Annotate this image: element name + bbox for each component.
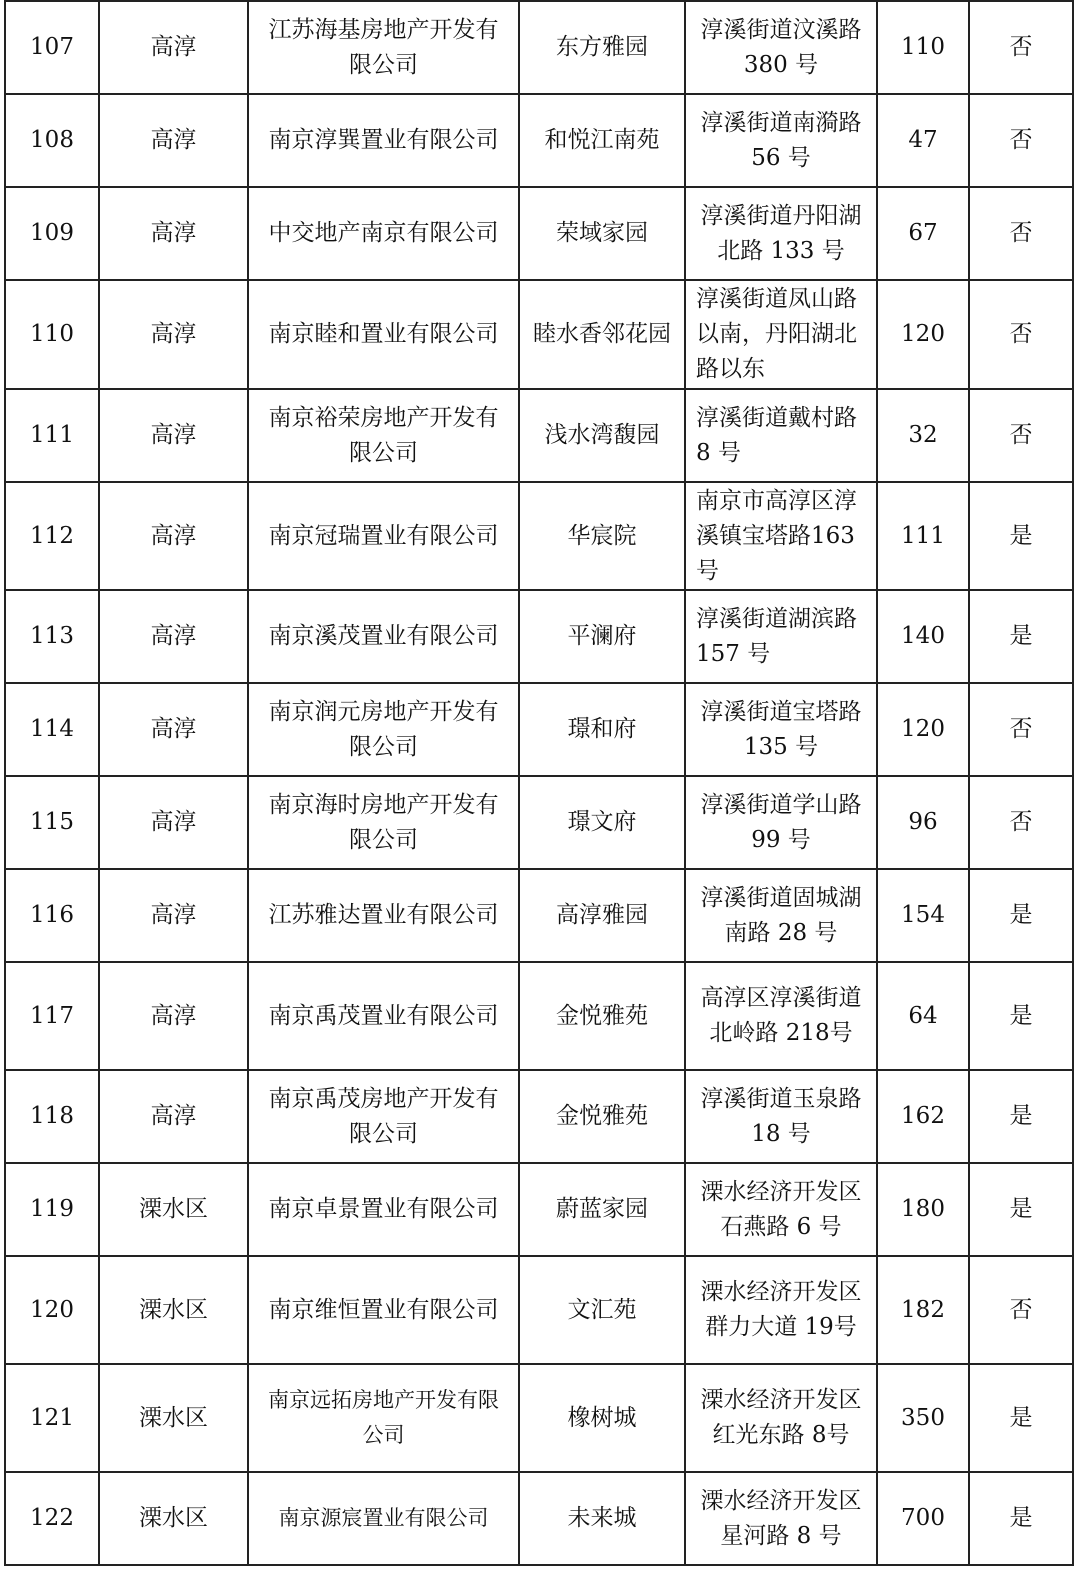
address-cell: 溧水经济开发区红光东路 8号 [685,1364,877,1472]
project-cell: 睦水香邻花园 [519,280,685,389]
project-cell: 和悦江南苑 [519,94,685,187]
project-cell: 高淳雅园 [519,869,685,962]
row-number: 111 [5,389,99,482]
district-cell: 高淳 [99,1070,248,1163]
flag-cell: 否 [969,776,1073,869]
project-cell: 未来城 [519,1472,685,1565]
row-number: 117 [5,962,99,1070]
district-cell: 高淳 [99,389,248,482]
flag-cell: 是 [969,1364,1073,1472]
project-cell: 璟和府 [519,683,685,776]
row-number: 115 [5,776,99,869]
address-cell: 溧水经济开发区群力大道 19号 [685,1256,877,1364]
table-row [5,590,1073,683]
address-cell: 淳溪街道戴村路 8 号 [685,389,877,482]
count-cell: 111 [877,482,969,590]
project-cell: 橡树城 [519,1364,685,1472]
table-row [5,1070,1073,1163]
row-number: 120 [5,1256,99,1364]
district-cell: 高淳 [99,280,248,389]
row-number: 118 [5,1070,99,1163]
company-cell: 南京禹茂置业有限公司 [248,962,519,1070]
row-number: 119 [5,1163,99,1256]
count-cell: 96 [877,776,969,869]
district-cell: 高淳 [99,94,248,187]
company-cell: 南京冠瑞置业有限公司 [248,482,519,590]
company-cell: 南京远拓房地产开发有限公司 [248,1364,519,1472]
table-row [5,776,1073,869]
table-row [5,1,1073,94]
row-number: 114 [5,683,99,776]
count-cell: 64 [877,962,969,1070]
address-cell: 溧水经济开发区石燕路 6 号 [685,1163,877,1256]
flag-cell: 是 [969,1070,1073,1163]
address-cell: 淳溪街道学山路 99 号 [685,776,877,869]
address-cell: 淳溪街道凤山路以南，丹阳湖北路以东 [685,280,877,389]
row-number: 110 [5,280,99,389]
company-cell: 南京溪茂置业有限公司 [248,590,519,683]
flag-cell: 否 [969,389,1073,482]
company-cell: 南京睦和置业有限公司 [248,280,519,389]
table-row [5,280,1073,389]
project-cell: 金悦雅苑 [519,1070,685,1163]
table-row [5,482,1073,590]
district-cell: 高淳 [99,962,248,1070]
count-cell: 47 [877,94,969,187]
flag-cell: 否 [969,1256,1073,1364]
district-cell: 高淳 [99,869,248,962]
flag-cell: 否 [969,94,1073,187]
project-cell: 荣域家园 [519,187,685,280]
address-cell: 南京市高淳区淳溪镇宝塔路163 号 [685,482,877,590]
district-cell: 高淳 [99,590,248,683]
table-row [5,869,1073,962]
company-cell: 南京卓景置业有限公司 [248,1163,519,1256]
address-cell: 溧水经济开发区星河路 8 号 [685,1472,877,1565]
count-cell: 67 [877,187,969,280]
project-cell: 文汇苑 [519,1256,685,1364]
count-cell: 120 [877,683,969,776]
project-cell: 金悦雅苑 [519,962,685,1070]
address-cell: 淳溪街道湖滨路 157 号 [685,590,877,683]
district-cell: 溧水区 [99,1163,248,1256]
company-cell: 南京维恒置业有限公司 [248,1256,519,1364]
flag-cell: 否 [969,683,1073,776]
company-cell: 南京裕荣房地产开发有限公司 [248,389,519,482]
project-cell: 蔚蓝家园 [519,1163,685,1256]
table-row [5,1163,1073,1256]
company-cell: 南京淳巽置业有限公司 [248,94,519,187]
address-cell: 高淳区淳溪街道北岭路 218号 [685,962,877,1070]
table-row [5,962,1073,1070]
count-cell: 140 [877,590,969,683]
address-cell: 淳溪街道南漪路 56 号 [685,94,877,187]
company-cell: 南京润元房地产开发有限公司 [248,683,519,776]
row-number: 113 [5,590,99,683]
count-cell: 120 [877,280,969,389]
district-cell: 高淳 [99,683,248,776]
count-cell: 162 [877,1070,969,1163]
address-cell: 淳溪街道玉泉路 18 号 [685,1070,877,1163]
company-cell: 中交地产南京有限公司 [248,187,519,280]
row-number: 122 [5,1472,99,1565]
row-number: 108 [5,94,99,187]
flag-cell: 是 [969,1472,1073,1565]
count-cell: 110 [877,1,969,94]
project-cell: 璟文府 [519,776,685,869]
company-cell: 江苏海基房地产开发有限公司 [248,1,519,94]
count-cell: 154 [877,869,969,962]
flag-cell: 否 [969,1,1073,94]
table-row [5,187,1073,280]
project-cell: 华宸院 [519,482,685,590]
company-cell: 南京海时房地产开发有限公司 [248,776,519,869]
district-cell: 高淳 [99,776,248,869]
flag-cell: 是 [969,1163,1073,1256]
row-number: 107 [5,1,99,94]
company-cell: 江苏雅达置业有限公司 [248,869,519,962]
table-row [5,1364,1073,1472]
count-cell: 182 [877,1256,969,1364]
count-cell: 32 [877,389,969,482]
flag-cell: 是 [969,590,1073,683]
district-cell: 溧水区 [99,1364,248,1472]
table-row [5,1472,1073,1565]
flag-cell: 否 [969,280,1073,389]
table-row [5,683,1073,776]
district-cell: 高淳 [99,187,248,280]
row-number: 116 [5,869,99,962]
housing-projects-table [4,0,1074,1566]
project-cell: 平澜府 [519,590,685,683]
address-cell: 淳溪街道固城湖南路 28 号 [685,869,877,962]
flag-cell: 是 [969,482,1073,590]
district-cell: 溧水区 [99,1472,248,1565]
table-row [5,1256,1073,1364]
count-cell: 180 [877,1163,969,1256]
row-number: 121 [5,1364,99,1472]
flag-cell: 是 [969,962,1073,1070]
address-cell: 淳溪街道汶溪路 380 号 [685,1,877,94]
company-cell: 南京禹茂房地产开发有限公司 [248,1070,519,1163]
project-cell: 浅水湾馥园 [519,389,685,482]
address-cell: 淳溪街道宝塔路 135 号 [685,683,877,776]
district-cell: 溧水区 [99,1256,248,1364]
row-number: 109 [5,187,99,280]
project-cell: 东方雅园 [519,1,685,94]
district-cell: 高淳 [99,482,248,590]
company-cell: 南京源宸置业有限公司 [248,1472,519,1565]
count-cell: 350 [877,1364,969,1472]
table-row [5,94,1073,187]
table-row [5,389,1073,482]
count-cell: 700 [877,1472,969,1565]
flag-cell: 是 [969,869,1073,962]
district-cell: 高淳 [99,1,248,94]
flag-cell: 否 [969,187,1073,280]
row-number: 112 [5,482,99,590]
address-cell: 淳溪街道丹阳湖北路 133 号 [685,187,877,280]
